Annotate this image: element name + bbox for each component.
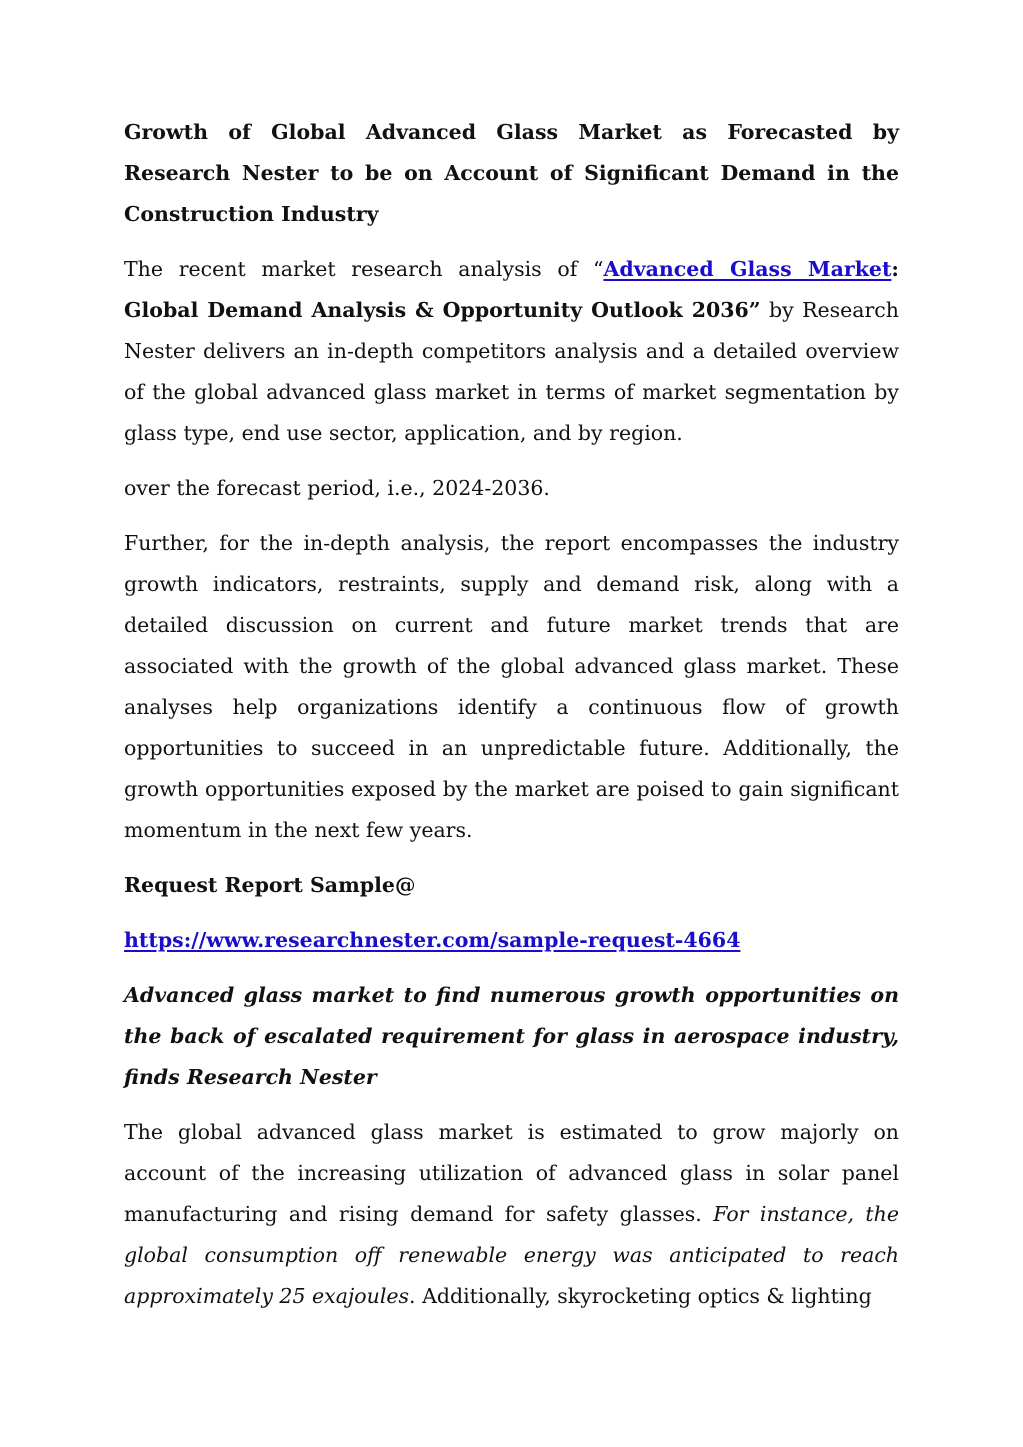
closing-text-2: . Additionally, skyrocketing optics & lighting <box>409 1284 872 1308</box>
document-page <box>124 112 899 1331</box>
section-subheading: Advanced glass market to find numerous growth opportunities on the back of escalated requirement for glass in aerospace industry, finds Research Nester <box>124 983 899 1089</box>
intro-suffix: by Research Nester delivers an in-depth competitors analysis and a detailed overview of the global advanced glass market in terms of market segmentation by glass type, end use sector, application, and by region. <box>124 298 899 445</box>
closing-text-1: The global advanced glass market is estimated to grow majorly on account of the increasing utilization of advanced glass in solar panel manufacturing and rising demand for safety glasses. <box>124 1120 899 1226</box>
closing-italic-example: For instance, the global consumption off renewable energy was anticipated to reach approximately 25 exajoules <box>124 1202 900 1308</box>
closing-paragraph <box>124 1112 899 1317</box>
sample-request-paragraph <box>124 920 899 961</box>
intro-prefix: The recent market research analysis of “ <box>124 257 604 281</box>
report-name: : Global Demand Analysis & Opportunity Outlook 2036” <box>124 257 899 322</box>
analysis-paragraph: Further, for the in-depth analysis, the report encompasses the industry growth indicators, restraints, supply and demand risk, along with a detailed discussion on current and future market trends that are associated with the growth of the global advanced glass market. These analyses help organizations identify a continuous flow of growth opportunities to succeed in an unpredictable future. Additionally, the growth opportunities exposed by the market are poised to gain significant momentum in the next few years. <box>124 531 899 842</box>
document-title: Growth of Global Advanced Glass Market as Forecasted by Research Nester to be on Account of Significant Demand in the Construction Industry <box>124 120 899 226</box>
sample-request-link[interactable]: https://www.researchnester.com/sample-request-4664 <box>124 928 741 952</box>
advanced-glass-market-link[interactable]: Advanced Glass Market <box>603 257 892 281</box>
forecast-line: over the forecast period, i.e., 2024-2036. <box>124 476 550 500</box>
intro-paragraph <box>124 249 899 454</box>
sample-request-label: Request Report Sample@ <box>124 873 416 897</box>
